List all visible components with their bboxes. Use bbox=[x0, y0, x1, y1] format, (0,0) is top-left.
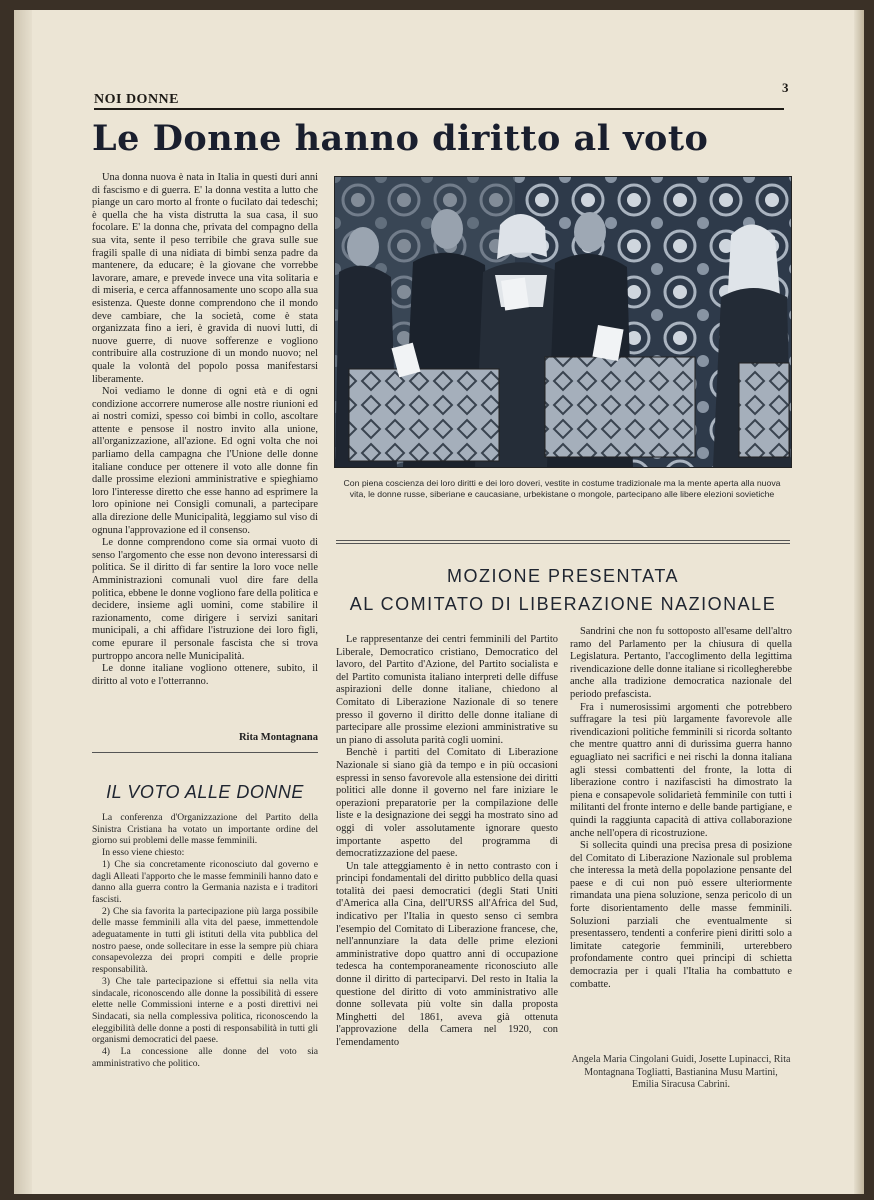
voto-request-line: In esso viene chiesto: bbox=[102, 847, 185, 859]
article-byline: Rita Montagnana bbox=[238, 732, 318, 743]
page-headline: Le Donne hanno diritto al voto bbox=[92, 118, 709, 159]
mozione-paragraph: Un tale atteggiamento è in netto contrasto con i principi fondamentali del diritto pubblico della quasi totalità dei paesi democratici (degli Stati Uniti d'America alla Cina, dell'URSS all'Africa del Sud, indicativo per l'Italia in questo senso ci sembra l'esempio del Comitato di Liberazione francese, che, nell'annunziare la data delle prime elezioni amministrative dopo quattro anni di occupazione tedesca ha contemporaneamente riconosciuto alle donne il diritto di parteciparvi. Del resto in Italia la questione del diritto di voto amministrativo alle donne sollevata più volte sin dalla proposta Minghetti del 1861, aveva già ottenuta l'approvazione della Camera nel 1920, con l'emendamento bbox=[336, 860, 558, 1048]
mozione-signatories: Angela Maria Cingolani Guidi, Josette Lupinacci, Rita Montagnana Togliatti, Bastianina Musu Martini, Emilia Siracusa Cabrini. bbox=[571, 1054, 791, 1090]
mozione-title-line2: AL COMITATO DI LIBERAZIONE NAZIONALE bbox=[349, 594, 777, 614]
election-photo bbox=[334, 176, 792, 468]
mozione-title-line1: MOZIONE PRESENTATA bbox=[446, 566, 679, 586]
article-paragraph: Le donne italiane vogliono ottenere, subito, il diritto al voto e l'otterranno. bbox=[92, 663, 318, 687]
publication-name: NOI DONNE bbox=[94, 92, 180, 107]
section-divider bbox=[336, 540, 790, 544]
mozione-paragraph: Si sollecita quindi una precisa presa di posizione del Comitato di Liberazione Nazionale sul problema che interessa la metà della popolazione pensante del paese e di cui non può essere ulteriormente rimandata una piena soluzione, senza pericolo di un forte disorientamento delle masse femminili. Soluzioni parziali che eventualmente si presentassero, tendenti a conferire pieni diritti solo a limitate categorie femminili, urterebbero profondamente contro quei principi di schietta democrazia per i quali l'Italia ha combattuto e combatte. bbox=[570, 840, 792, 990]
mozione-paragraph: Sandrini che non fu sottoposto all'esame dell'altro ramo del Parlamento per la chiusura di quella Legislatura. Pertanto, l'accoglimento della legittima rivendicazione delle donne italiane si ricollegherebbe anche alla tradizione democratica nazionale del periodo prefascista. bbox=[570, 626, 792, 700]
voto-divider bbox=[92, 752, 318, 753]
photo-caption: Con piena coscienza dei loro diritti e dei loro doveri, vestite in costume tradizionale ma la mente aperta alla nuova vita, le donne russe, siberiane e caucasiane, urbekistane o mongole, partecipano alle libere elezioni sovietiche bbox=[343, 478, 781, 499]
page-binding-edge bbox=[14, 10, 32, 1194]
header-rule bbox=[94, 108, 784, 110]
mozione-paragraph: Benchè i partiti del Comitato di Liberazione Nazionale si siano già da tempo e in più occasioni espressi in senso favorevole alla estensione dei diritti politici alle donne il governo nel fare iniziare le operazioni preparatorie per la compilazione delle liste e la designazione dei seggi ha mostrato sino ad oggi di voler assolutamente ignorare questo importante aspetto del programma di democratizzazione del paese. bbox=[336, 747, 558, 860]
article-paragraph: Le donne comprendono come sia ormai vuoto di senso l'argomento che esse non devono interessarsi di politica. Se il diritto di far sentire la loro voce nelle Amministrazioni comunali vuol dire fare della politica, ebbene le donne vogliono fare della politica e decidere, insieme agli uomini, come stabilire il razionamento, come dirigere i servizi sanitari municipali, a chi affidare l'istruzione dei loro figli, come epurare il personale fascista che si trova purtroppo ancora nelle Municipalità. bbox=[92, 537, 318, 662]
mozione-right-column bbox=[570, 626, 792, 991]
voto-item: 3) Che tale partecipazione si effettui sia nella vita sindacale, riconoscendo alle donne la possibilità di essere elette nelle Commissioni interne e a posti direttivi nei Sindacati, sia nella complessiva politica, riconoscendo la eleggibilità delle donne a posti di responsabilità in tutti gli organismi democratici del paese. bbox=[92, 975, 318, 1046]
voto-item: 4) La concessione alle donne del voto sia amministrativo che politico. bbox=[92, 1046, 318, 1069]
mozione-left-column bbox=[336, 634, 558, 1050]
page-number: 3 bbox=[782, 80, 789, 95]
mozione-paragraph: Le rappresentanze dei centri femminili del Partito Liberale, Democratico cristiano, Democratico del lavoro, del Partito d'Azione, del Partito socialista e del Partito comunista italiano interpreti delle diffuse aspirazioni delle donne italiane, chiedono al Comitato di Liberazione Nazionale di so tenere presso il governo il diritto delle donne italiane di partecipare alle prossime elezioni amministrative su un piano di assoluta parità cogli uomini. bbox=[336, 634, 558, 746]
article-body bbox=[92, 172, 318, 688]
voto-title: IL VOTO ALLE DONNE bbox=[106, 782, 304, 802]
voto-body bbox=[92, 812, 318, 1069]
magazine-page bbox=[14, 10, 864, 1194]
voto-intro: La conferenza d'Organizzazione del Partito della Sinistra Cristiana ha votato un importante ordine del giorno sui problemi delle masse femminili. bbox=[92, 812, 318, 847]
article-paragraph: Noi vediamo le donne di ogni età e di ogni condizione accorrere numerose alle nostre riunioni ed ai nostri comizi, spesso coi bimbi in collo, ascoltare attente e pensose il nostro invito alla unione, all'organizzazione, all'azione. Ed ogni volta che noi parliamo della campagna che l'Unione delle donne italiane conduce per ottenere il voto alle donne fin dalle prossime elezioni amministrative e spieghiamo loro l'interesse diretto che esse hanno ad esprimere la loro opinione nei Consigli comunali, a partecipare alla direzione delle Municipalità, leggiamo sul viso di ognuna l'approvazione ed il consenso. bbox=[92, 386, 318, 536]
mozione-paragraph: Fra i numerosissimi argomenti che potrebbero suffragare la tesi più largamente favorevole alle rivendicazioni politiche femminili si ricorda soltanto che mentre quattro anni di durissima guerra hanno eguagliato nei sacrifici e nei rischi la donna italiana agli stessi combattenti del fronte, la lotta di liberazione contro i nazifascisti ha dimostrato la piena e consapevole solidarietà femminile con tutti i militanti del fronte interno e delle bande partigiane, e quindi la raggiunta capacità di attiva collaborazione anche nell'opera di ricostruzione. bbox=[570, 701, 792, 839]
voto-item: 1) Che sia concretamente riconosciuto dal governo e dagli Alleati l'apporto che le masse femminili hanno dato e danno alla guerra contro la Germania nazista e i traditori fascisti. bbox=[92, 858, 318, 905]
voto-item: 2) Che sia favorita la partecipazione più larga possibile delle masse femminili alla vita del paese, immettendole adeguatamente in tutti gli istituti della vita pubblica del nostro paese, onde sollecitare in esse la sempre più chiara consapevolezza dei propri compiti e delle proprie responsabilità. bbox=[92, 905, 318, 976]
page-right-edge bbox=[854, 10, 864, 1194]
article-paragraph: Una donna nuova è nata in Italia in questi duri anni di fascismo e di guerra. E' la donna vestita a lutto che piange un caro morto al fronte o fucilato dai tedeschi; è quella che ha vista distrutta la sua casa, il suo focolare. E' la donna che, privata del compagno della sua vita, sente il peso terribile che grava sulle sue fragili spalle di una nidiata di bimbi senza padre da mantenere, da educare; è la giovane che vorrebbe lavorare, amare, e prevede invece una vita solitaria e di miseria, e cerca affannosamente uno scopo alla sua esistenza. Queste donne comprendono che il mondo deve cambiare, che la società, come è stata organizzata fino a ieri, è gravida di nuovi lutti, di nuove guerre, di nuove sofferenze e vogliono contribuire alla costruzione di un mondo nuovo; nel quale la volontà del popolo possa manifestarsi liberamente. bbox=[92, 172, 318, 385]
